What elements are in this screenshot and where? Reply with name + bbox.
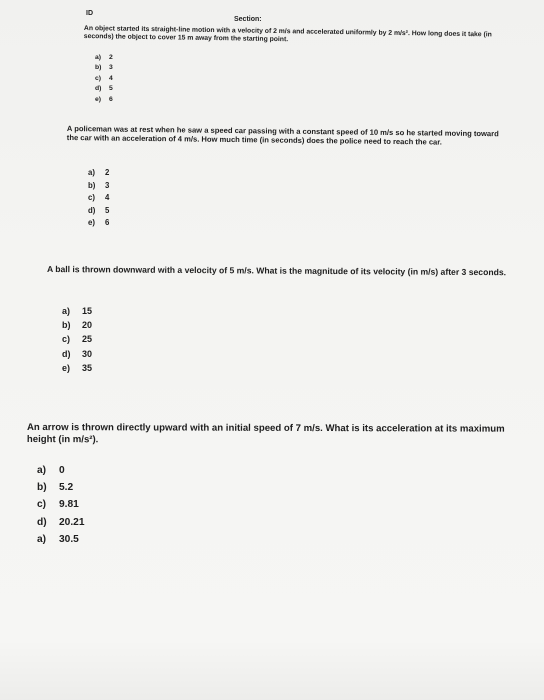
option-item [88,167,109,180]
option-value: 30.5 [59,533,79,545]
option-value: 15 [82,306,93,316]
option-value: 25 [82,334,93,345]
question-4-options [37,462,85,548]
option-letter: b) [62,320,71,331]
id-label: ID [86,10,93,17]
option-letter: d) [88,205,96,215]
option-letter: e) [95,95,102,103]
option-item [95,63,113,73]
option-letter: a) [37,465,47,476]
option-letter: c) [62,334,71,345]
option-value: 4 [105,193,110,203]
option-item [37,462,85,479]
option-item [37,479,85,496]
option-letter: a) [62,306,71,316]
option-value: 5.2 [59,482,74,494]
option-value: 6 [109,95,113,103]
option-value: 30 [82,348,93,359]
option-letter: d) [37,516,47,528]
option-item [88,180,109,193]
option-letter: a) [37,533,47,545]
option-item [62,332,92,346]
option-letter: c) [88,193,95,203]
page-shadow [0,640,544,700]
question-3-text: A ball is thrown downward with a velocity of 5 m/s. What is the magnitude of its velocity (in m/s) after 3 seconds. [46,264,507,278]
option-item [88,192,109,205]
section-label: Section: [234,16,262,23]
option-item [37,514,85,531]
option-item [95,84,113,94]
option-item [88,217,109,230]
option-item [37,531,85,548]
option-value: 3 [105,180,110,190]
option-letter: a) [88,168,95,177]
option-item [95,53,113,63]
option-item [62,361,92,375]
option-value: 20 [82,320,93,331]
question-2-text: A policeman was at rest when he saw a speed car passing with a constant speed of 10 m/s so he started moving toward the car with an acceleration of 4 m/s. How much time (in seconds) does the police need to reach the car. [66,124,499,148]
option-item [95,74,113,84]
question-1-options [95,53,113,105]
option-value: 5 [109,85,113,93]
option-value: 4 [109,74,113,82]
question-4-text: An arrow is thrown directly upward with an initial speed of 7 m/s. What is its acceleration at its maximum height (in m/s²). [26,422,505,446]
option-item [62,347,92,361]
option-value: 6 [105,218,110,228]
option-letter: a) [95,54,102,61]
option-value: 3 [109,64,113,72]
option-value: 20.21 [59,516,85,528]
option-value: 35 [82,362,93,373]
question-2-options [88,167,109,230]
option-letter: e) [62,362,71,373]
option-value: 2 [109,54,113,61]
option-value: 9.81 [59,499,79,511]
option-letter: b) [37,482,47,494]
option-item [62,318,92,332]
option-letter: d) [62,348,71,359]
option-item [62,304,92,318]
option-value: 5 [105,205,110,215]
option-value: 0 [59,465,65,476]
option-item [37,496,85,513]
option-letter: b) [88,180,96,190]
option-item [95,95,113,105]
option-letter: d) [95,85,102,93]
option-letter: e) [88,218,95,228]
question-1-text: An object started its straight-line motion with a velocity of 2 m/s and accelerated uniformly by 2 m/s². How long does it take (in seconds) the object to cover 15 m away from the starting point. [83,25,492,44]
option-letter: b) [95,64,102,72]
option-item [88,205,109,218]
option-value: 2 [105,168,110,177]
option-letter: c) [37,499,47,511]
option-letter: c) [95,74,102,82]
question-3-options [62,304,92,375]
